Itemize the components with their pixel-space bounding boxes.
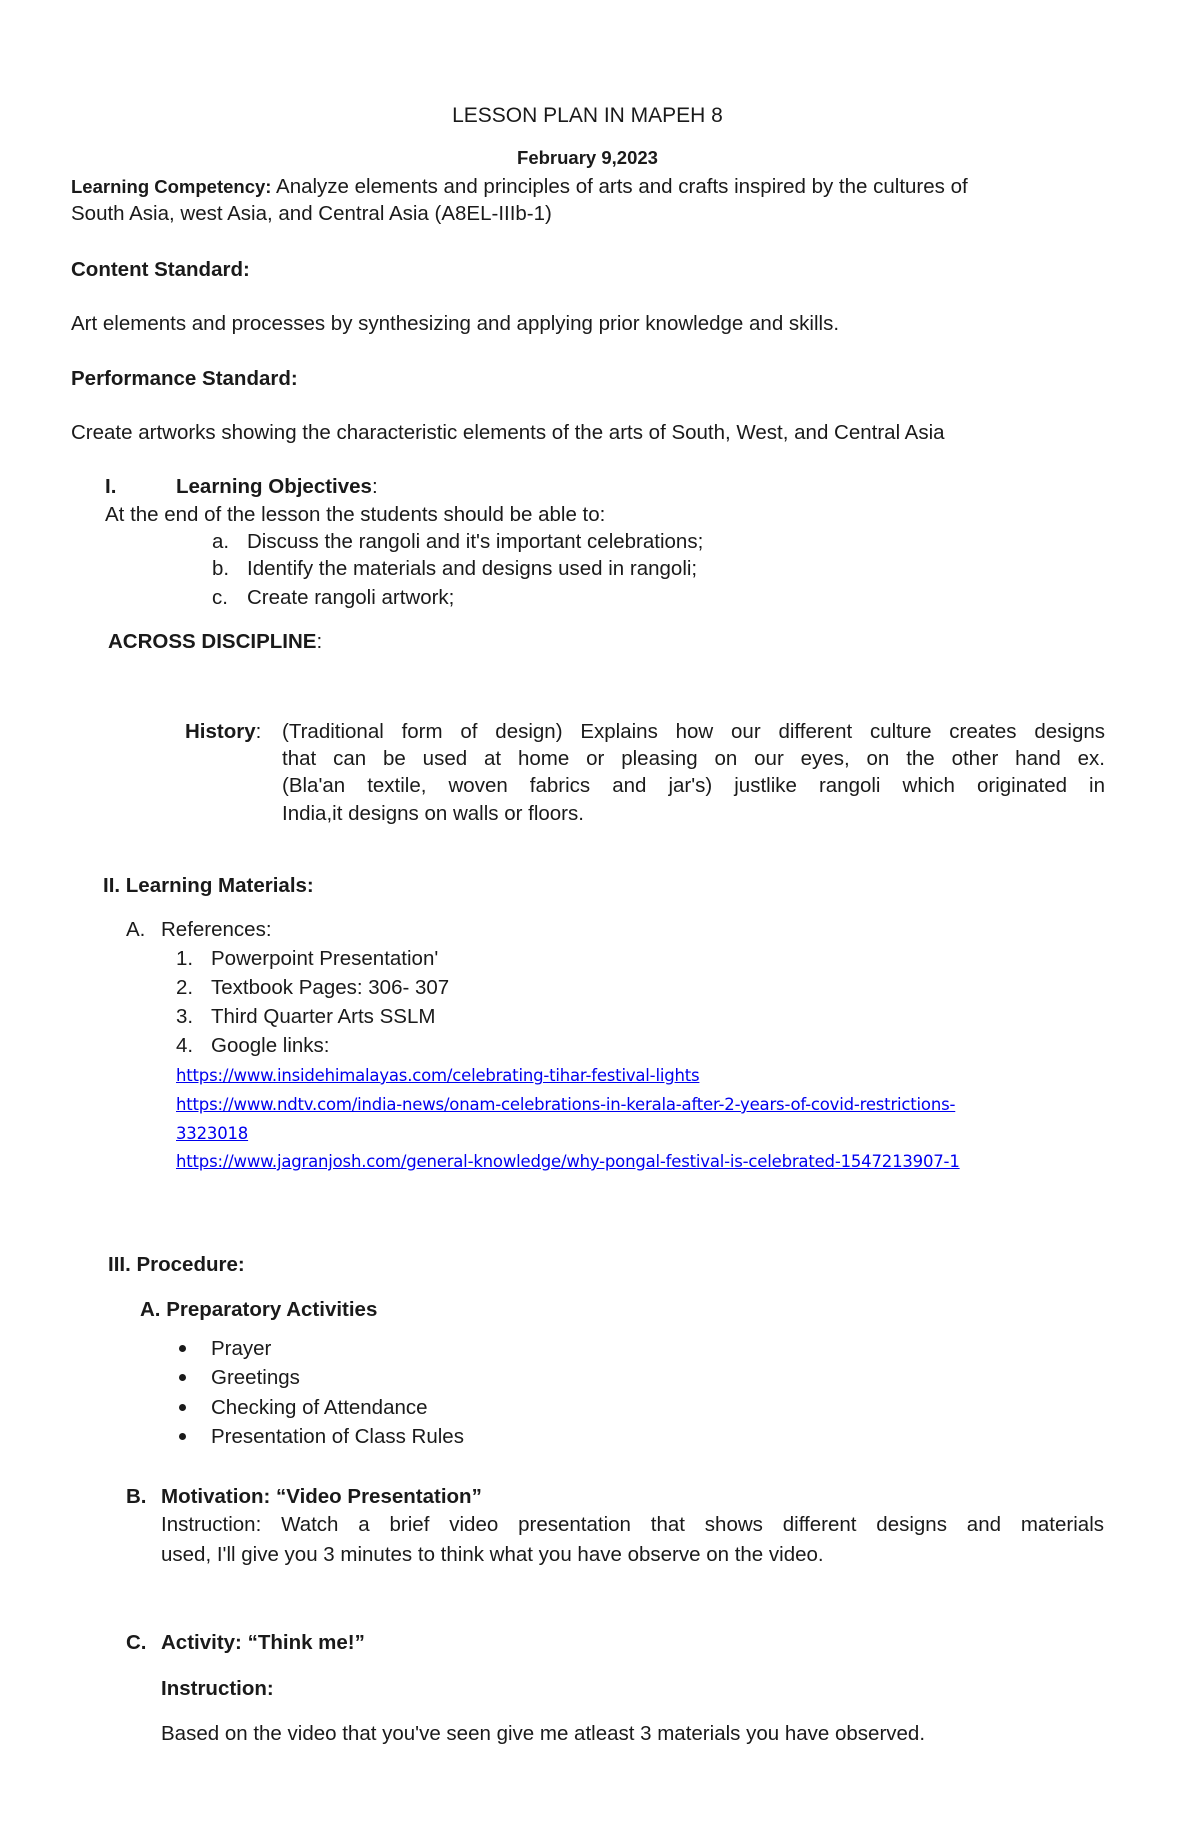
competency-text: Analyze elements and principles of arts and crafts inspired by the cultures of — [271, 175, 968, 198]
reference-number: 4. — [176, 1034, 194, 1057]
history-line: India,it designs on walls or floors. — [282, 802, 584, 825]
references-letter: A. — [126, 918, 146, 941]
page-title: LESSON PLAN IN MAPEH 8 — [452, 104, 723, 127]
google-link-pongal[interactable]: https://www.jagranjosh.com/general-knowledge/why-pongal-festival-is-celebrated-1547213907-1 — [176, 1152, 960, 1171]
bullet-icon — [179, 1404, 186, 1411]
activity-instruction-label: Instruction: — [161, 1677, 274, 1700]
preparatory-heading: A. Preparatory Activities — [140, 1298, 378, 1321]
prep-item: Greetings — [211, 1366, 300, 1389]
motivation-heading: Motivation: “Video Presentation” — [161, 1485, 482, 1508]
prep-item: Presentation of Class Rules — [211, 1425, 464, 1448]
materials-heading: II. Learning Materials: — [103, 874, 314, 897]
reference-item: Textbook Pages: 306- 307 — [211, 976, 450, 999]
objective-letter: a. — [212, 530, 230, 553]
objective-letter: c. — [212, 586, 228, 609]
competency-text-line2: South Asia, west Asia, and Central Asia (A8EL-IIIb-1) — [71, 202, 552, 225]
content-standard-text: Art elements and processes by synthesizing and applying prior knowledge and skills. — [71, 312, 840, 335]
bullet-icon — [179, 1433, 186, 1440]
across-discipline-heading: ACROSS DISCIPLINE: — [108, 630, 323, 653]
activity-heading: Activity: “Think me!” — [161, 1631, 365, 1654]
objective-letter: b. — [212, 557, 230, 580]
reference-item: Powerpoint Presentation' — [211, 947, 439, 970]
prep-item: Checking of Attendance — [211, 1396, 428, 1419]
learning-competency — [71, 174, 968, 201]
objectives-intro: At the end of the lesson the students should be able to: — [105, 503, 606, 526]
references-label: References: — [161, 918, 272, 941]
motivation-instruction-line2: used, I'll give you 3 minutes to think what you have observe on the video. — [161, 1543, 824, 1566]
reference-number: 1. — [176, 947, 194, 970]
history-line: (Traditional form of design) Explains how our different culture creates designs — [282, 720, 1105, 743]
reference-item: Third Quarter Arts SSLM — [211, 1005, 436, 1028]
history-line: that can be used at home or pleasing on our eyes, on the other hand ex. — [282, 747, 1105, 770]
google-link-onam-cont[interactable]: 3323018 — [176, 1124, 249, 1143]
objectives-heading: Learning Objectives: — [176, 475, 378, 498]
bullet-icon — [179, 1374, 186, 1381]
motivation-instruction: Instruction: Watch a brief video presentation that shows different designs and materials — [161, 1513, 1104, 1536]
objective-item: Identify the materials and designs used in rangoli; — [247, 557, 698, 580]
content-standard-heading: Content Standard: — [71, 258, 250, 281]
objective-item: Create rangoli artwork; — [247, 586, 455, 609]
bullet-icon — [179, 1345, 186, 1352]
activity-instruction-text: Based on the video that you've seen give me atleast 3 materials you have observed. — [161, 1722, 926, 1745]
procedure-heading: III. Procedure: — [108, 1253, 245, 1276]
google-link-tihar[interactable]: https://www.insidehimalayas.com/celebrating-tihar-festival-lights — [176, 1066, 700, 1085]
competency-label: Learning Competency: — [71, 176, 272, 197]
google-link-onam[interactable]: https://www.ndtv.com/india-news/onam-celebrations-in-kerala-after-2-years-of-covid-restrictions- — [176, 1095, 956, 1114]
prep-item: Prayer — [211, 1337, 272, 1360]
lesson-date: February 9,2023 — [517, 147, 658, 168]
reference-item: Google links: — [211, 1034, 330, 1057]
history-label: History: — [185, 720, 262, 743]
performance-standard-text: Create artworks showing the characteristic elements of the arts of South, West, and Central Asia — [71, 421, 945, 444]
objectives-numeral: I. — [105, 475, 117, 498]
motivation-letter: B. — [126, 1485, 147, 1508]
objective-item: Discuss the rangoli and it's important celebrations; — [247, 530, 704, 553]
reference-number: 2. — [176, 976, 194, 999]
performance-standard-heading: Performance Standard: — [71, 367, 298, 390]
history-line: (Bla'an textile, woven fabrics and jar's) justlike rangoli which originated in — [282, 774, 1105, 797]
reference-number: 3. — [176, 1005, 194, 1028]
activity-letter: C. — [126, 1631, 147, 1654]
